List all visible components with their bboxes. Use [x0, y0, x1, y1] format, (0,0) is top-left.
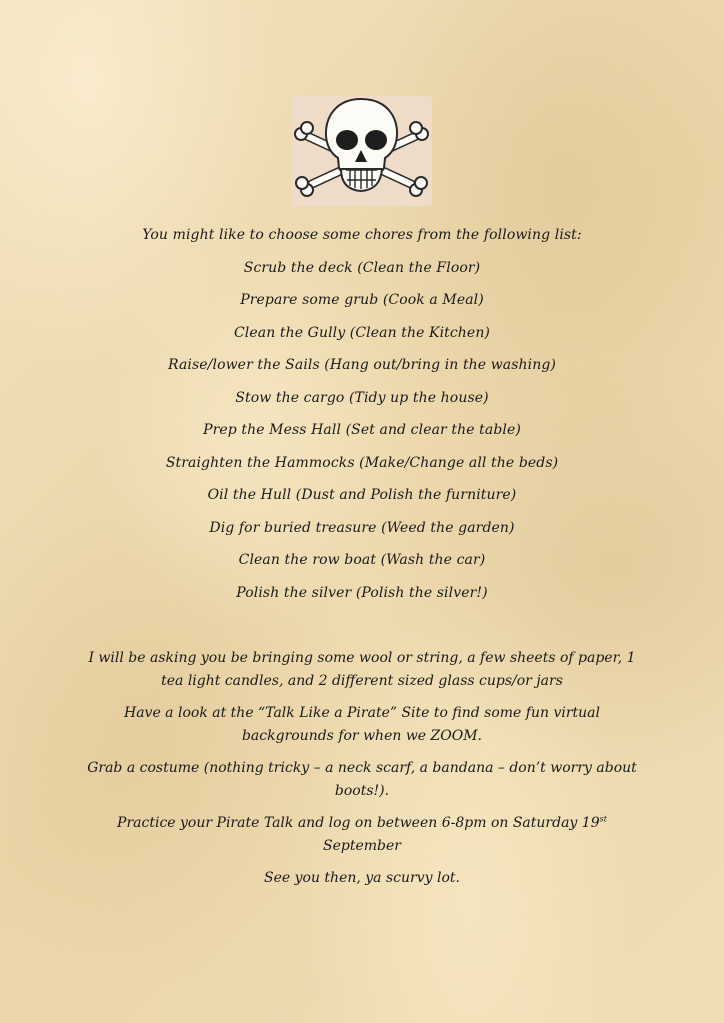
- practice-month: September: [323, 838, 401, 854]
- chore-item: Stow the cargo (Tidy up the house): [235, 390, 489, 406]
- supplies-paragraph: I will be asking you be bringing some wool or string, a few sheets of paper, 1 tea light candles, and 2 different sized glass cups/or jars: [88, 650, 636, 689]
- chore-item: Raise/lower the Sails (Hang out/bring in the washing): [168, 357, 556, 373]
- chore-item: Clean the row boat (Wash the car): [238, 552, 486, 568]
- chore-item: Oil the Hull (Dust and Polish the furniture): [207, 487, 517, 503]
- skull-and-crossbones-icon: [291, 96, 432, 206]
- chore-item: Dig for buried treasure (Weed the garden): [209, 520, 515, 536]
- intro-text: You might like to choose some chores from the following list:: [142, 227, 582, 243]
- chore-item: Scrub the deck (Clean the Floor): [243, 260, 481, 276]
- chore-item: Prepare some grub (Cook a Meal): [240, 292, 484, 308]
- chore-item: Straighten the Hammocks (Make/Change all the beds): [165, 455, 559, 471]
- backgrounds-paragraph: Have a look at the “Talk Like a Pirate” Site to find some fun virtual backgrounds for when we ZOOM.: [123, 705, 600, 744]
- chore-item: Clean the Gully (Clean the Kitchen): [234, 325, 490, 341]
- date-suffix: st: [599, 814, 607, 824]
- costume-paragraph: Grab a costume (nothing tricky – a neck scarf, a bandana – don’t worry about boots!).: [87, 760, 637, 799]
- practice-paragraph: [80, 812, 644, 858]
- chore-item: Prep the Mess Hall (Set and clear the table): [203, 422, 521, 438]
- practice-text: Practice your Pirate Talk and log on between 6-8pm on Saturday 19: [117, 815, 600, 831]
- signoff-text: See you then, ya scurvy lot.: [264, 870, 460, 886]
- chore-item: Polish the silver (Polish the silver!): [236, 585, 488, 601]
